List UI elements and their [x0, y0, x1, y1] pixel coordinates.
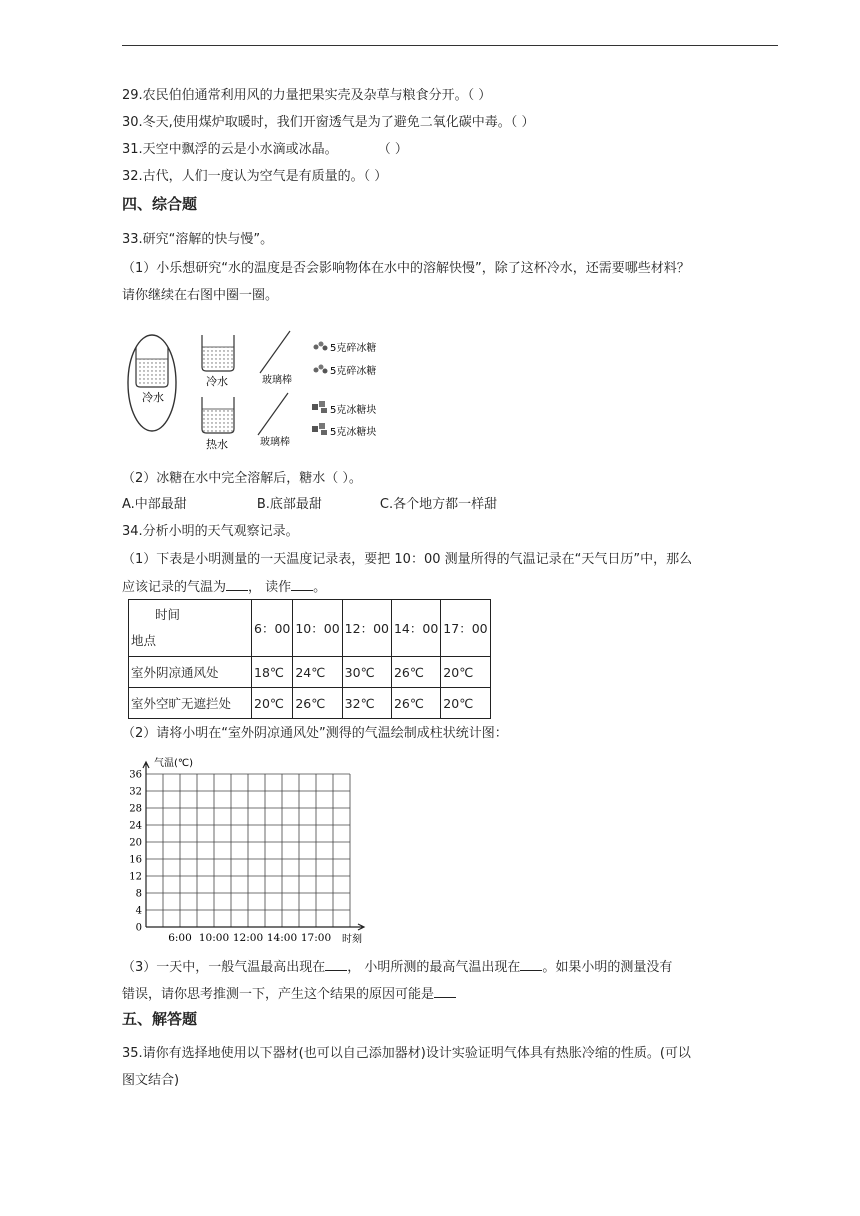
label-cold-water: 冷水 — [206, 375, 228, 388]
x-tick-label: 10:00 — [198, 932, 230, 944]
y-tick-label: 0 — [135, 922, 142, 934]
answer-blank[interactable] — [520, 957, 542, 971]
question-33-part1-line2: 请你继续在右图中圈一圈。 — [122, 288, 279, 303]
table-cell: 18℃ — [252, 657, 293, 688]
table-cell: 32℃ — [342, 688, 391, 719]
question-33-title: 33.研究“溶解的快与慢”。 — [122, 232, 274, 247]
q34-p3-text-b: ， 小明所测的最高气温出现在 — [347, 960, 521, 975]
y-tick-label: 28 — [129, 803, 142, 815]
table-cell: 20℃ — [252, 688, 293, 719]
x-tick-label: 17:00 — [300, 932, 332, 944]
question-32: 32.古代，人们一度认为空气是有质量的。（ ） — [122, 169, 388, 184]
table-cell: 24℃ — [293, 657, 342, 688]
question-34-part3-line2 — [122, 984, 456, 1005]
table-row — [129, 657, 491, 688]
question-34-title: 34.分析小明的天气观察记录。 — [122, 524, 299, 539]
q34-p1-text-c: 。 — [313, 580, 327, 595]
x-axis-label: 时刻 — [342, 934, 362, 945]
label-sugar-1: 5克碎冰糖 — [330, 343, 377, 354]
y-tick-label: 8 — [135, 888, 142, 900]
label-rod-1: 玻璃棒 — [262, 375, 292, 386]
question-34-part1-line2 — [122, 577, 326, 598]
table-time-cell: 14：00 — [391, 600, 440, 657]
glass-rod-icon — [258, 393, 288, 435]
question-30: 30.冬天,使用煤炉取暖时，我们开窗透气是为了避免二氧化碳中毒。（ ） — [122, 115, 535, 130]
y-tick-label: 4 — [135, 905, 142, 917]
table-cell: 20℃ — [441, 688, 490, 719]
option-b: B.底部最甜 — [256, 497, 322, 512]
x-tick-labels — [168, 932, 331, 944]
header-place: 地点 — [131, 633, 157, 648]
temperature-bar-chart[interactable] — [120, 752, 370, 948]
question-35-line2: 图文结合) — [122, 1073, 180, 1088]
header-rule — [122, 45, 778, 46]
table-time-cell: 10：00 — [293, 600, 342, 657]
option-a: A.中部最甜 — [122, 497, 187, 512]
y-axis-label: 气温(℃) — [154, 758, 194, 769]
q34-p3-text-a: （3）一天中，一般气温最高出现在 — [122, 960, 326, 975]
x-tick-label: 12:00 — [232, 932, 264, 944]
label-sugar-3: 5克冰糖块 — [330, 405, 377, 416]
y-tick-label: 32 — [129, 786, 142, 798]
q34-p3-text-c: 。如果小明的测量没有 — [542, 960, 673, 975]
table-cell: 20℃ — [441, 657, 490, 688]
y-tick-label: 12 — [129, 871, 142, 883]
x-axis — [146, 924, 364, 930]
question-29: 29.农民伯伯通常利用风的力量把果实壳及杂草与粮食分开。（ ） — [122, 88, 492, 103]
label-hot-water: 热水 — [206, 438, 228, 451]
question-33-options — [122, 495, 497, 515]
x-tick-label: 14:00 — [266, 932, 298, 944]
table-cell: 26℃ — [391, 688, 440, 719]
table-corner-cell — [129, 600, 252, 657]
answer-blank[interactable] — [291, 577, 313, 591]
table-header-row — [129, 600, 491, 657]
answer-blank[interactable] — [226, 577, 248, 591]
table-place-cell: 室外空旷无遮拦处 — [129, 688, 252, 719]
chart-grid — [143, 762, 364, 930]
header-time: 时间 — [155, 607, 181, 622]
q34-p1-text-a: 应该记录的气温为 — [122, 580, 227, 595]
x-tick-label: 6:00 — [168, 932, 192, 944]
y-tick-label: 20 — [129, 837, 142, 849]
question-34-part2: （2）请将小明在“室外阴凉通风处”测得的气温绘制成柱状统计图： — [122, 726, 508, 741]
q34-p1-text-b: ， 读作 — [248, 580, 292, 595]
question-34-part3-line1 — [122, 957, 672, 978]
temperature-table — [128, 599, 491, 719]
table-cell: 26℃ — [391, 657, 440, 688]
beaker-icon — [202, 335, 234, 371]
table-cell: 30℃ — [342, 657, 391, 688]
beaker-icon — [202, 397, 234, 433]
beaker-icon — [136, 347, 168, 387]
question-34-part1-line1: （1）下表是小明测量的一天温度记录表，要把 10：00 测量所得的气温记录在“天气日历”中，那么 — [122, 552, 693, 567]
label-sugar-2: 5克碎冰糖 — [330, 366, 377, 377]
y-axis — [143, 762, 149, 927]
q34-p3-text-line2: 错误，请你思考推测一下，产生这个结果的原因可能是 — [122, 987, 435, 1002]
label-circled-cold: 冷水 — [142, 391, 164, 404]
option-c: C.各个地方都一样甜 — [379, 497, 498, 512]
section-5-heading: 五、解答题 — [122, 1010, 198, 1028]
section-4-heading: 四、综合题 — [122, 195, 198, 213]
crushed-sugar-icon — [314, 365, 328, 374]
question-33-part1-line1: （1）小乐想研究“水的温度是否会影响物体在水中的溶解快慢”，除了这杯冷水，还需要哪些材料？ — [122, 261, 690, 276]
crushed-sugar-icon — [314, 342, 328, 351]
question-31-text: 31.天空中飘浮的云是小水滴或冰晶。 — [122, 142, 338, 157]
table-place-cell: 室外阴凉通风处 — [129, 657, 252, 688]
table-time-cell: 12：00 — [342, 600, 391, 657]
table-row — [129, 688, 491, 719]
question-35-line1: 35.请你有选择地使用以下器材(也可以自己添加器材)设计实验证明气体具有热胀冷缩的性质。(可以 — [122, 1046, 691, 1061]
glass-rod-icon — [260, 331, 290, 373]
label-rod-2: 玻璃棒 — [260, 437, 290, 448]
question-31 — [122, 140, 408, 160]
sugar-lump-icon — [312, 423, 327, 435]
question-31-paren: （ ） — [377, 142, 408, 157]
table-cell: 26℃ — [293, 688, 342, 719]
answer-blank[interactable] — [434, 984, 456, 998]
dissolving-materials-figure — [122, 325, 402, 455]
y-tick-labels — [129, 770, 142, 934]
y-tick-label: 36 — [129, 769, 142, 781]
answer-blank[interactable] — [325, 957, 347, 971]
sugar-lump-icon — [312, 401, 327, 413]
table-time-cell: 6：00 — [252, 600, 293, 657]
y-tick-label: 24 — [129, 820, 142, 832]
y-tick-label: 16 — [129, 854, 142, 866]
label-sugar-4: 5克冰糖块 — [330, 427, 377, 438]
table-time-cell: 17：00 — [441, 600, 490, 657]
question-33-part2: （2）冰糖在水中完全溶解后，糖水（ ）。 — [122, 471, 362, 486]
